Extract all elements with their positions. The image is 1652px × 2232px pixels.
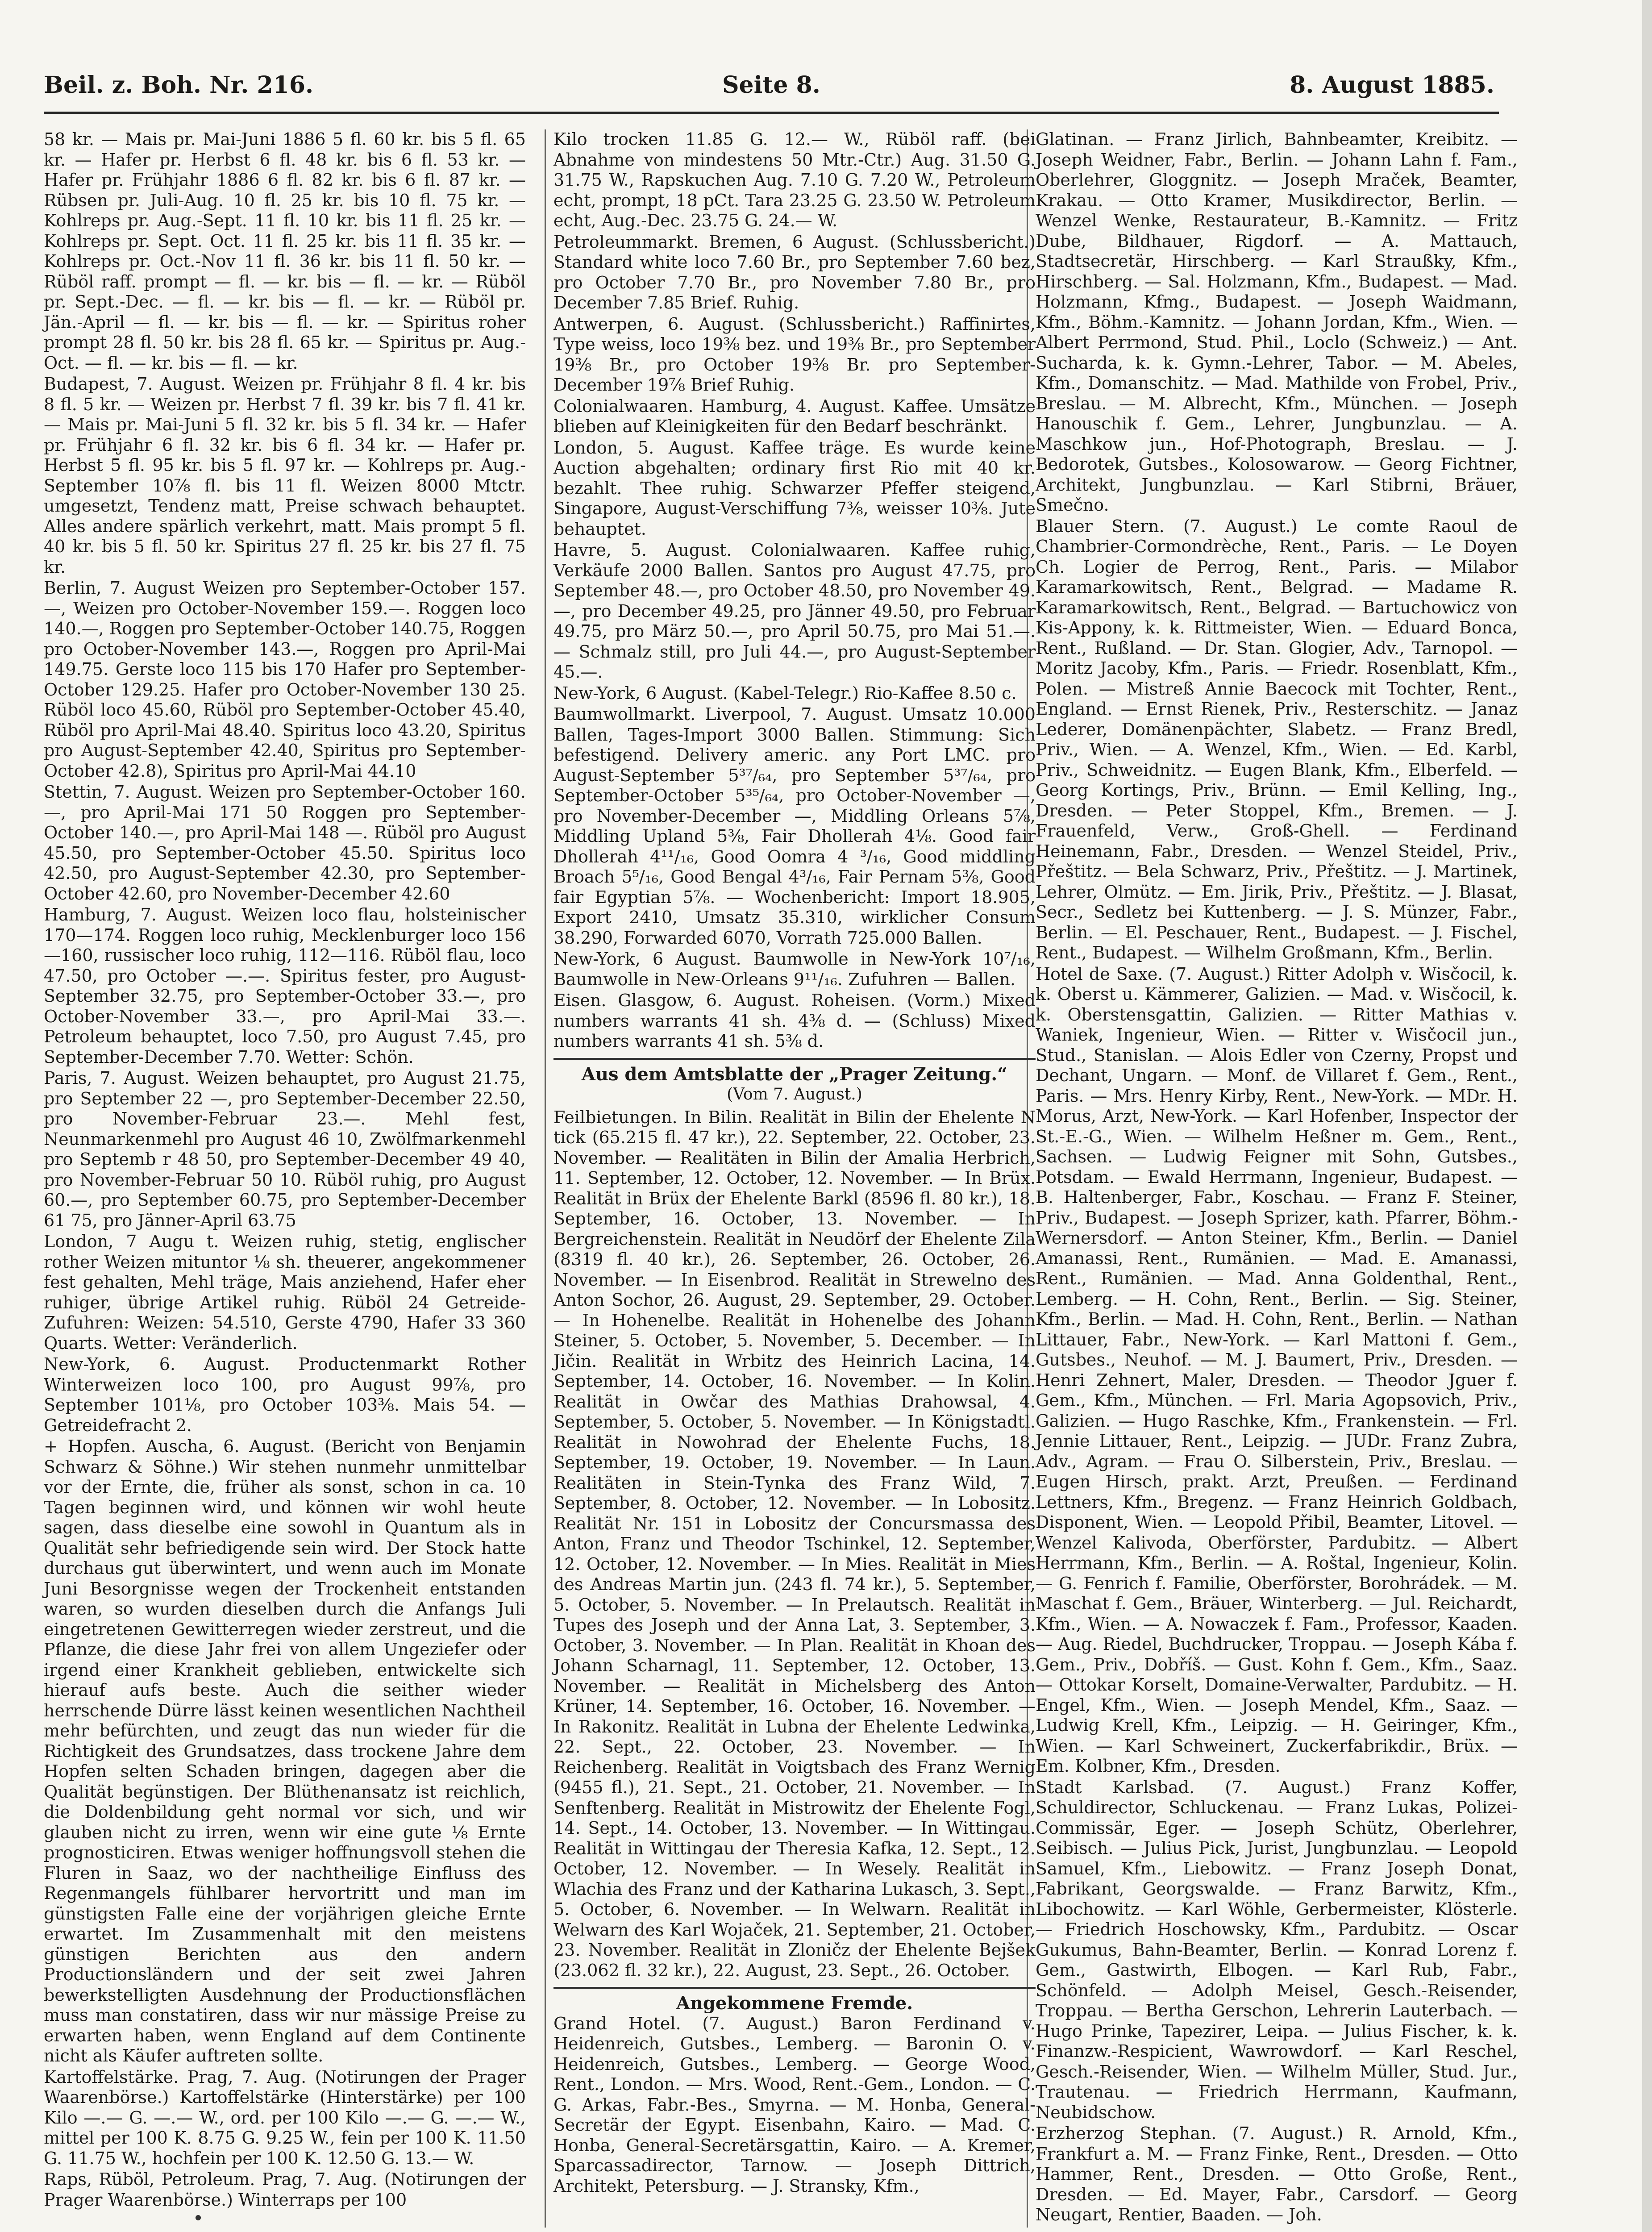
- amtsblatt-subheading: (Vom 7. August.): [727, 1085, 862, 1104]
- market-report: Havre, 5. August. Colonialwaaren. Kaffee ruhig, Verkäufe 2000 Ballen. Santos pro August 47.75, pro September 48.—, pro October 48.50, pro November 49.—, pro December 49.25, pro Jänner 49.50, pro Februar 49.75, pro März 50.—, pro April 50.75, pro Mai 51.—. — Schmalz still, pro Juli 44.—, pro August-September 45.—.: [553, 540, 1036, 682]
- section-rule: [553, 1987, 1036, 1989]
- market-report: Raps, Rüböl, Petroleum. Prag, 7. Aug. (Notirungen der Prager Waarenbörse.) Winterraps per 100: [44, 2170, 526, 2210]
- market-report: Budapest, 7. August. Weizen pr. Frühjahr 8 fl. 4 kr. bis 8 fl. 5 kr. — Weizen pr. Herbst 7 fl. 39 kr. bis 7 fl. 41 kr. — Mais pr. Mai-Juni 5 fl. 32 kr. bis 5 fl. 34 kr. — Hafer pr. Frühjahr 6 fl. 32 kr. bis 6 fl. 34 kr. — Hafer pr. Herbst 5 fl. 95 kr. bis 5 fl. 97 kr. — Kohlreps pr. Aug.-September 10⅞ fl. bis 11 fl. Weizen 8000 Mtctr. umgesetzt, Tendenz matt, Preise schwach behauptet. Alles andere spärlich verkehrt, matt. Mais prompt 5 fl. 40 kr. bis 5 fl. 50 kr. Spiritus 27 fl. 25 kr. bis 27 fl. 75 kr.: [44, 374, 526, 577]
- market-report: Antwerpen, 6. August. (Schlussbericht.) Raffinirtes, Type weiss, loco 19⅜ bez. und 19⅜ Br., pro September 19⅜ Br., pro October 19⅜ Br. pro September-December 19⅞ Brief Ruhig.: [553, 314, 1036, 395]
- section-rule: [553, 1058, 1036, 1060]
- column-2: [553, 129, 1036, 2232]
- market-report: Colonialwaaren. Hamburg, 4. August. Kaffee. Umsätze blieben auf Kleinigkeiten für den Bedarf beschränkt.: [553, 396, 1036, 436]
- page-header: [44, 71, 1494, 107]
- market-report: London, 7 Augu t. Weizen ruhig, stetig, englischer rother Weizen mituntor ⅛ sh. theuerer, angekommener fest gehalten, Mehl träge, Mais anziehend, Hafer eher ruhiger, übrige Artikel ruhig. Rüböl 24 Getreide-Zufuhren: Weizen: 54.510, Gerste 4790, Hafer 33 360 Quarts. Wetter: Veränderlich.: [44, 1232, 526, 1353]
- market-report: Kilo trocken 11.85 G. 12.— W., Rüböl raff. (bei Abnahme von mindestens 50 Mtr.-Ctr.) Aug. 31.50 G. 31.75 W., Rapskuchen Aug. 7.10 G. 7.20 W., Petroleum echt, prompt, 18 pCt. Tara 23.25 G. 23.50 W. Petroleum echt, Aug.-Dec. 23.75 G. 24.— W.: [553, 129, 1036, 230]
- amtsblatt-text: Feilbietungen. In Bilin. Realität in Bilin der Ehelente N tick (65.215 fl. 47 kr.), 22. September, 22. October, 23. November. — Realitäten in Bilin der Amalia Herbrich, 11. September, 12. October, 12. November. — In Brüx. Realität in Brüx der Ehelente Barkl (8596 fl. 80 kr.), 18. September, 16. October, 13. November. — In Bergreichenstein. Realität in Neudörf der Ehelente Zila (8319 fl. 40 kr.), 26. September, 26. October, 26. November. — In Eisenbrod. Realität in Strewelno des Anton Sochor, 26. August, 29. September, 29. October. — In Hohenelbe. Realität in Hohenelbe des Johann Steiner, 5. October, 5. November, 5. December. — In Jičin. Realität in Wrbitz des Heinrich Lacina, 14. September, 14. October, 16. November. — In Kolin. Realität in Owčar des Mathias Drahowsal, 4. September, 5. October, 5. November. — In Königstadtl. Realität in Nowohrad der Ehelente Fuchs, 18. September, 19. October, 19. November. — In Laun. Realitäten in Stein-Tynka des Franz Wild, 7. September, 8. October, 12. November. — In Lobositz. Realität Nr. 151 in Lobositz der Concursmassa des Anton, Franz und Theodor Tschinkel, 12. September, 12. October, 12. November. — In Mies. Realität in Mies des Andreas Martin jun. (243 fl. 74 kr.), 5. September, 5. October, 5. November. — In Prelautsch. Realität in Tupes des Joseph und der Anna Lat, 3. September, 3. October, 3. November. — In Plan. Realität in Khoan des Johann Scharnagl, 11. September, 12. October, 13. November. — Realität in Michelsberg des Anton Krüner, 14. September, 16. October, 16. November. — In Rakonitz. Realität in Lubna der Ehelente Ledwinka, 22. Sept., 22. October, 23. November. — In Reichenberg. Realität in Voigtsbach des Franz Wernig (9455 fl.), 21. Sept., 21. October, 21. November. — In Senftenberg. Realität in Mistrowitz der Ehelente Fogl, 14. Sept., 14. October, 13. November. — In Wittingau. Realität in Wittingau der Theresia Kafka, 12. Sept., 12. October, 12. November. — In Wesely. Realität in Wlachia des Franz und der Katharina Lukasch, 3. Sept., 5. October, 6. November. — In Welwarn. Realität in Welwarn des Karl Wojaček, 21. September, 21. October, 23. November. Realität in Zloničz der Ehelente Bejšek (23.062 fl. 32 kr.), 22. August, 23. Sept., 26. October.: [553, 1107, 1036, 1980]
- column-divider: [545, 129, 546, 2228]
- market-report: Kartoffelstärke. Prag, 7. Aug. (Notirungen der Prager Waarenbörse.) Kartoffelstärke (Hinterstärke) per 100 Kilo —.— G. —.— W., ord. per 100 Kilo —.— G. —.— W., mittel per 100 K. 8.75 G. 9.25 W., fein per 100 K. 11.50 G. 11.75 W., hochfein per 100 K. 12.50 G. 13.— W.: [44, 2067, 526, 2168]
- market-report: London, 5. August. Kaffee träge. Es wurde keine Auction abgehalten; ordinary first Rio mit 40 kr. bezahlt. Thee ruhig. Schwarzer Pfeffer steigend, Singapore, August-Verschiffung 7⅜, weisser 10⅜. Jute behauptet.: [553, 437, 1036, 539]
- market-report: Stettin, 7. August. Weizen pro September-October 160.—, pro April-Mai 171 50 Roggen pro September-October 140.—, pro April-Mai 148 —. Rüböl pro August 45.50, pro September-October 45.50. Spiritus loco 42.50, pro August-September 42.30, pro September-October 42.60, pro November-December 42.60: [44, 782, 526, 904]
- market-report: New-York, 6 August. (Kabel-Telegr.) Rio-Kaffee 8.50 c.: [553, 683, 1017, 703]
- market-report: New-York, 6. August. Productenmarkt Rother Winterweizen loco 100, pro August 99⅞, pro September 101⅛, pro October 103⅜. Mais 54. — Getreidefracht 2.: [44, 1354, 526, 1435]
- guest-list: Erzherzog Stephan. (7. August.) R. Arnold, Kfm., Frankfurt a. M. — Franz Finke, Rent., Dresden. — Otto Hammer, Rent., Dresden. — Otto Große, Rent., Dresden. — Ed. Mayer, Fabr., Carsdorf. — Georg Neugart, Rentier, Baaden. — Joh.: [1036, 2124, 1518, 2224]
- guest-list: Stadt Karlsbad. (7. August.) Franz Koffer, Schuldirector, Schluckenau. — Franz Lukas, Polizei-Commissär, Eger. — Joseph Schütz, Oberlehrer, Seibisch. — Julius Pick, Jurist, Jungbunzlau. — Leopold Samuel, Kfm., Liebowitz. — Franz Joseph Donat, Fabrikant, Georgswalde. — Franz Barwitz, Kfm., Libochowitz. — Karl Wöhle, Gerbermeister, Klösterle. — Friedrich Hoschowsky, Kfm., Pardubitz. — Oscar Gukumus, Bahn-Beamter, Berlin. — Konrad Lorenz f. Gem., Gastwirth, Elbogen. — Karl Rub, Fabr., Schönfeld. — Adolph Meisel, Gesch.-Reisender, Troppau. — Bertha Gerschon, Lehrerin Lauterbach. — Hugo Prinke, Tapezirer, Leipa. — Julius Fischer, k. k. Finanzw.-Respicient, Wawrowdorf. — Karl Reschel, Gesch.-Reisender, Wien. — Wilhelm Müller, Stud. Jur., Trautenau. — Friedrich Herrmann, Kaufmann, Neubidschow.: [1036, 1777, 1518, 2122]
- market-report: Hamburg, 7. August. Weizen loco flau, holsteinischer 170—174. Roggen loco ruhig, Mecklenburger loco 156—160, russischer loco ruhig, 112—116. Rüböl flau, loco 47.50, pro October —.—. Spiritus fester, pro August-September 32.75, pro September-October 33.—, pro October-November 33.—, pro April-Mai 33.—. Petroleum behauptet, loco 7.50, pro August 7.45, pro September-December 7.70. Wetter: Schön.: [44, 905, 526, 1067]
- header-page-number: Seite 8.: [722, 71, 820, 99]
- page-edge: [1642, 0, 1652, 2232]
- header-date: 8. August 1885.: [1290, 71, 1494, 99]
- guest-list: Hotel de Saxe. (7. August.) Ritter Adolph v. Wisčocil, k. k. Oberst u. Kämmerer, Galizien. — Mad. v. Wisčocil, k. k. Oberstensgattin, Galizien. — Ritter Mathias v. Waniek, Ingenieur, Wien. — Ritter v. Wisčocil jun., Stud., Stanislan. — Alois Edler von Czerny, Propst und Dechant, Ungarn. — Monf. de Villaret f. Gem., Rent., Paris. — Mrs. Henry Kirby, Rent., New-York. — MDr. H. Morus, Arzt, New-York. — Karl Hofenber, Inspector der St.-E.-G., Wien. — Wilhelm Heßner m. Gem., Rent., Sachsen. — Ludwig Feigner mit Sohn, Gutsbes., Potsdam. — Ewald Herrmann, Ingenieur, Budapest. — B. Haltenberger, Fabr., Koschau. — Franz F. Steiner, Priv., Budapest. — Joseph Sprizer, kath. Pfarrer, Böhm.-Wernersdorf. — Anton Steiner, Kfm., Berlin. — Daniel Amanassi, Rent., Rumänien. — Mad. E. Amanassi, Rent., Rumänien. — Mad. Anna Goldenthal, Rent., Lemberg. — H. Cohn, Rent., Berlin. — Sig. Steiner, Kfm., Berlin. — Mad. H. Cohn, Rent., Berlin. — Nathan Littauer, Fabr., New-York. — Karl Mattoni f. Gem., Gutsbes., Neuhof. — M. J. Baumert, Priv., Dresden. — Henri Zehnert, Maler, Dresden. — Theodor Jguer f. Gem., Kfm., München. — Frl. Maria Agopsovich, Priv., Galizien. — Hugo Raschke, Kfm., Frankenstein. — Frl. Jennie Littauer, Rent., Leipzig. — JUDr. Franz Zubra, Adv., Agram. — Frau O. Silberstein, Priv., Breslau. — Eugen Hirsch, prakt. Arzt, Preußen. — Ferdinand Lettners, Kfm., Bregenz. — Franz Heinrich Goldbach, Disponent, Wien. — Leopold Přibil, Beamter, Litovel. — Wenzel Kalivoda, Oberförster, Pardubitz. — Albert Herrmann, Kfm., Berlin. — A. Roštal, Ingenieur, Kolin. — G. Fenrich f. Familie, Oberförster, Borohrádek. — M. Maschat f. Gem., Bräuer, Winterberg. — Jul. Reichardt, Kfm., Wien. — A. Nowaczek f. Fam., Professor, Kaaden. — Aug. Riedel, Buchdrucker, Troppau. — Joseph Kába f. Gem., Priv., Dobříš. — Gust. Kohn f. Gem., Kfm., Saaz. — Ottokar Korselt, Domaine-Verwalter, Pardubitz. — H. Engel, Kfm., Wien. — Joseph Mendel, Kfm., Saaz. — Ludwig Krell, Kfm., Leipzig. — H. Geiringer, Kfm., Wien. — Karl Schweinert, Zuckerfabrikdir., Brüx. — Em. Kolbner, Kfm., Dresden.: [1036, 964, 1518, 1776]
- guest-list: Blauer Stern. (7. August.) Le comte Raoul de Chambrier-Cormondrèche, Rent., Paris. — Le Doyen Ch. Logier de Perrog, Rent., Paris. — Milabor Karamarkowitsch, Rent., Belgrad. — Madame R. Karamarkowitsch, Rent., Belgrad. — Bartuchowicz von Kis-Appony, k. k. Rittmeister, Wien. — Eduard Bonca, Rent., Rußland. — Dr. Stan. Glogier, Adv., Tarnopol. — Moritz Jacoby, Kfm., Paris. — Friedr. Rosenblatt, Kfm., Polen. — Mistreß Annie Baecock mit Tochter, Rent., England. — Ernst Rienek, Priv., Resterschitz. — Janaz Lederer, Domänenpächter, Slabetz. — Franz Bredl, Priv., Wien. — A. Wenzel, Kfm., Wien. — Ed. Karbl, Priv., Schweidnitz. — Eugen Blank, Kfm., Elberfeld. — Georg Kortings, Priv., Brünn. — Emil Kelling, Ing., Dresden. — Peter Stoppel, Kfm., Bremen. — J. Frauenfeld, Verw., Groß-Ghell. — Ferdinand Heinemann, Fabr., Dresden. — Wenzel Steidel, Priv., Přeštitz. — Bela Schwarz, Priv., Přeštitz. — J. Martinek, Lehrer, Olmütz. — Em. Jirik, Priv., Přeštitz. — J. Blasat, Secr., Sedletz bei Kuttenberg. — J. S. Münzer, Fabr., Berlin. — El. Peschauer, Rent., Budapest. — J. Fischel, Rent., Budapest. — Wilhelm Großmann, Kfm., Berlin.: [1036, 516, 1518, 962]
- market-report: Berlin, 7. August Weizen pro September-October 157.—, Weizen pro October-November 159.—. Roggen loco 140.—, Roggen pro September-October 140.75, Roggen pro October-November 143.—, Roggen pro April-Mai 149.75. Gerste loco 115 bis 170 Hafer pro September-October 129.25. Hafer pro October-November 130 25. Rüböl loco 45.60, Rüböl pro September-October 45.40, Rüböl pro April-Mai 48.40. Spiritus loco 43.20, Spiritus pro August-September 42.40, Spiritus pro September-October 42.8), Spiritus pro April-Mai 44.10: [44, 578, 526, 781]
- ink-spot: [196, 2215, 201, 2220]
- market-report: Baumwollmarkt. Liverpool, 7. August. Umsatz 10.000 Ballen, Tages-Import 3000 Ballen. Stimmung: Sich befestigend. Delivery americ. any Port LMC. pro August-September 5³⁷/₆₄, pro September 5³⁷/₆₄, pro September-October 5³⁵/₆₄, pro October-November —, pro November-December —, Middling Orleans 5⅞, Middling Upland 5⅜, Fair Dhollerah 4⅛. Good fair Dhollerah 4¹¹/₁₆, Good Oomra 4 ³/₁₆, Good middling Broach 5⁵/₁₆, Good Bengal 4³/₁₆, Fair Pernam 5⅜, Good fair Egyptian 5⅞. — Wochenbericht: Import 18.905, Export 2410, Umsatz 35.310, wirklicher Consum 38.290, Forwarded 6070, Vorrath 725.000 Ballen.: [553, 704, 1036, 948]
- market-report: New-York, 6 August. Baumwolle in New-York 10⁷/₁₆, Baumwolle in New-Orleans 9¹¹/₁₆. Zufuhren — Ballen.: [553, 949, 1036, 989]
- market-report: Paris, 7. August. Weizen behauptet, pro August 21.75, pro September 22 —, pro September-December 22.50, pro November-Februar 23.—. Mehl fest, Neunmarkenmehl pro August 46 10, Zwölfmarkenmehl pro Septemb r 48 50, pro September-December 49 40, pro November-Februar 50 10. Rüböl ruhig, pro August 60.—, pro September 60.75, pro September-December 61 75, pro Jänner-April 63.75: [44, 1068, 526, 1230]
- guest-list: Glatinan. — Franz Jirlich, Bahnbeamter, Kreibitz. — Joseph Weidner, Fabr., Berlin. — Johann Lahn f. Fam., Oberlehrer, Gloggnitz. — Joseph Mraček, Beamter, Krakau. — Otto Kramer, Musikdirector, Berlin. — Wenzel Wenke, Restaurateur, B.-Kamnitz. — Fritz Dube, Bildhauer, Rigdorf. — A. Mattauch, Stadtsecretär, Hirschberg. — Karl Straußky, Kfm., Hirschberg. — Sal. Holzmann, Kfm., Budapest. — Mad. Holzmann, Kfmg., Budapest. — Joseph Waidmann, Kfm., Böhm.-Kamnitz. — Johann Jordan, Kfm., Wien. — Albert Perrmond, Stud. Phil., Loclo (Schweiz.) — Ant. Sucharda, k. k. Gymn.-Lehrer, Tabor. — M. Abeles, Kfm., Domanschitz. — Mad. Mathilde von Frobel, Priv., Breslau. — M. Albrecht, Kfm., München. — Joseph Hanouschik f. Gem., Lehrer, Jungbunzlau. — A. Maschkow jun., Hof-Photograph, Breslau. — J. Bedorotek, Gutsbes., Kolosowarow. — Georg Fichtner, Architekt, Jungbunzlau. — Karl Stibrni, Bräuer, Smečno.: [1036, 129, 1518, 515]
- header-issue: Beil. z. Boh. Nr. 216.: [44, 71, 314, 99]
- market-report: 58 kr. — Mais pr. Mai-Juni 1886 5 fl. 60 kr. bis 5 fl. 65 kr. — Hafer pr. Herbst 6 fl. 48 kr. bis 6 fl. 53 kr. — Hafer pr. Frühjahr 1886 6 fl. 82 kr. bis 6 fl. 87 kr. — Rübsen pr. Juli-Aug. 10 fl. 25 kr. bis 10 fl. 75 kr. — Kohlreps pr. Aug.-Sept. 11 fl. 10 kr. bis 11 fl. 25 kr. — Kohlreps pr. Sept. Oct. 11 fl. 25 kr. bis 11 fl. 35 kr. — Kohlreps pr. Oct.-Nov 11 fl. 36 kr. bis 11 fl. 50 kr. — Rüböl raff. prompt — fl. — kr. bis — fl. — kr. — Rüböl pr. Sept.-Dec. — fl. — kr. bis — fl. — kr. — Rüböl pr. Jän.-April — fl. — kr. bis — fl. — kr. — Spiritus roher prompt 28 fl. 50 kr. bis 28 fl. 65 kr. — Spiritus pr. Aug.-Oct. — fl. — kr. bis — fl. — kr.: [44, 129, 526, 373]
- column-3: [1036, 129, 1518, 2232]
- market-report: Petroleummarkt. Bremen, 6 August. (Schlussbericht.) Standard white loco 7.60 Br., pro September 7.60 bez, pro October 7.70 Br., pro November 7.80 Br., pro December 7.85 Brief. Ruhig.: [553, 232, 1036, 312]
- fremde-text: Grand Hotel. (7. August.) Baron Ferdinand v. Heidenreich, Gutsbes., Lemberg. — Baronin O. v. Heidenreich, Gutsbes., Lemberg. — George Wood, Rent., London. — Mrs. Wood, Rent.-Gem., London. — C. G. Arkas, Fabr.-Bes., Smyrna. — M. Honba, General-Secretär der Egypt. Eisenbahn, Kairo. — Mad. C. Honba, General-Secretärsgattin, Kairo. — A. Kremer, Sparcassadirector, Tarnow. — Joseph Dittrich, Architekt, Petersburg. — J. Stransky, Kfm.,: [553, 2013, 1036, 2196]
- fremde-heading: Angekommene Fremde.: [676, 1993, 913, 2014]
- amtsblatt-heading: Aus dem Amtsblatte der „Prager Zeitung.“: [581, 1063, 1008, 1085]
- header-rule: [44, 112, 1499, 114]
- column-1: [44, 129, 526, 2232]
- market-report: + Hopfen. Auscha, 6. August. (Bericht von Benjamin Schwarz & Söhne.) Wir stehen nunmehr unmittelbar vor der Ernte, die, früher als sonst, schon in ca. 10 Tagen beginnen wird, und können wir wohl heute sagen, dass dieselbe eine sowohl in Quantum als in Qualität sehr befriedigende sein wird. Der Stock hatte durchaus gut überwintert, und wenn auch im Monate Juni Besorgnisse wegen der Trockenheit entstanden waren, so wurden dieselben durch die Anfangs Juli eingetretenen Gewitterregen wieder zerstreut, und die Pflanze, die diese Jahr frei von allem Ungeziefer oder irgend einer Krankheit geblieben, entwickelte sich hierauf aufs beste. Auch die seither wieder herrschende Dürre lässt keinen wesentlichen Nachtheil mehr befürchten, und zeugt das nun wieder für die Richtigkeit des Grundsatzes, dass trockene Jahre dem Hopfen selten Schaden bringen, dagegen aber die Qualität begünstigen. Der Blüthenansatz ist reichlich, die Doldenbildung geht normal vor sich, und wir glauben nicht zu irren, wenn wir eine gute ⅛ Ernte prognosticiren. Etwas weniger hoffnungsvoll stehen die Fluren in Saaz, wo der nachtheilige Einfluss des Regenmangels fühlbarer hervortritt und man im günstigsten Falle eine der vorjährigen gleiche Ernte erwartet. Im Zusammenhalt mit den meistens günstigen Berichten aus den andern Productionsländern und der seit zwei Jahren bewerkstelligten Ausdehnung der Productionsflächen muss man constatiren, dass wir nur mässige Preise zu erwarten haben, wenn England auf dem Continente nicht als Käufer auftreten sollte.: [44, 1437, 526, 2065]
- market-report: Eisen. Glasgow, 6. August. Roheisen. (Vorm.) Mixed numbers warrants 41 sh. 4⅜ d. — (Schluss) Mixed numbers warrants 41 sh. 5⅜ d.: [553, 991, 1036, 1051]
